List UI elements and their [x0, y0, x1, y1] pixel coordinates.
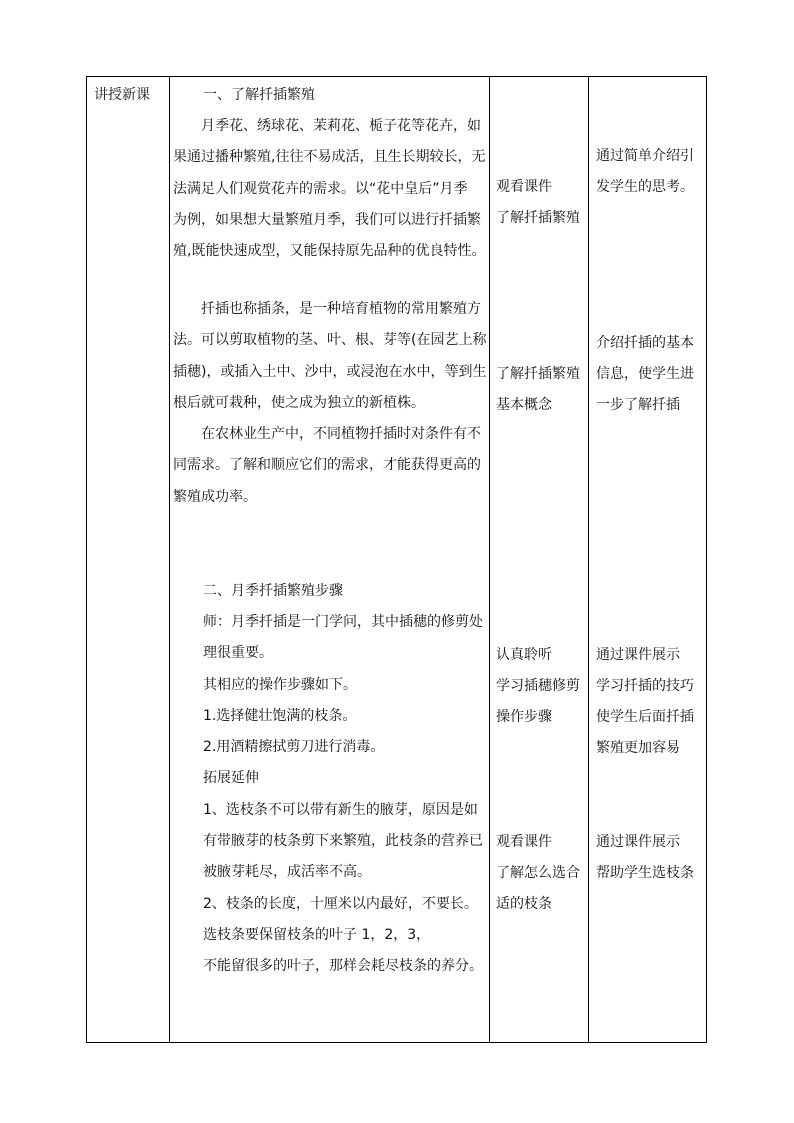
activity-line: 基本概念 — [496, 397, 552, 413]
activity-line: 认真聆听 — [496, 647, 552, 663]
stage-label: 讲授新课 — [94, 87, 150, 103]
intent-line: 发学生的思考。 — [596, 179, 694, 195]
design-intent-4 — [596, 827, 694, 889]
intent-line: 繁殖更加容易 — [596, 740, 680, 756]
content-line: 法满足人们观赏花卉的需求。以“花中皇后”月季 — [173, 180, 468, 197]
section-title-rose-steps: 二、月季扦插繁殖步骤 — [203, 583, 343, 599]
content-line: 拓展延伸 — [203, 770, 259, 787]
content-line: 同需求。了解和顺应它们的需求，才能获得更高的 — [173, 457, 481, 474]
activity-line: 适的枝条 — [496, 896, 552, 912]
design-intent-1 — [596, 141, 694, 203]
column-divider-3 — [588, 77, 589, 1042]
column-divider-2 — [489, 77, 490, 1042]
lesson-plan-table — [86, 76, 707, 1043]
content-line: 为例，如果想大量繁殖月季，我们可以进行扦插繁 — [173, 211, 481, 228]
activity-line: 观看课件 — [496, 179, 552, 195]
design-intent-2 — [596, 328, 694, 421]
intent-line: 信息，使学生进 — [596, 366, 694, 382]
content-line: 扦插也称插条，是一种培育植物的常用繁殖方 — [173, 301, 481, 317]
intent-line: 帮助学生选枝条 — [596, 865, 694, 881]
intent-line: 学习扦插的技巧 — [596, 678, 694, 694]
content-line: 根后就可栽种，使之成为独立的新植株。 — [173, 394, 425, 411]
content-line: 1、选枝条不可以带有新生的腋芽，原因是如 — [203, 801, 478, 818]
student-activity-1 — [496, 172, 580, 234]
activity-line: 了解扦插繁殖 — [496, 210, 580, 226]
content-line: 繁殖成功率。 — [173, 488, 257, 505]
content-line: 果通过播种繁殖,往往不易成活，且生长期较长，无 — [173, 149, 486, 166]
intent-line: 通过课件展示 — [596, 647, 680, 663]
content-line: 1.选择健壮饱满的枝条。 — [203, 707, 357, 724]
activity-line: 操作步骤 — [496, 709, 552, 725]
content-line: 插穗)，或插入土中、沙中，或浸泡在水中，等到生 — [173, 363, 487, 380]
content-line: 2.用酒精擦拭剪刀进行消毒。 — [203, 739, 385, 756]
content-line: 被腋芽耗尽，成活率不高。 — [203, 864, 371, 881]
student-activity-3 — [496, 640, 580, 733]
activity-line: 学习插穗修剪 — [496, 678, 580, 694]
content-line: 在农林业生产中，不同植物扦插时对条件有不 — [173, 426, 481, 443]
student-activity-4 — [496, 827, 580, 920]
content-line: 师：月季扦插是一门学问，其中插穗的修剪处 — [203, 614, 483, 630]
content-paragraph-steps — [203, 607, 483, 983]
column-divider-1 — [169, 77, 170, 1042]
student-activity-2 — [496, 359, 580, 421]
intent-line: 通过简单介绍引 — [596, 148, 694, 164]
intent-line: 介绍扦插的基本 — [596, 335, 694, 351]
activity-line: 了解怎么选合 — [496, 865, 580, 881]
content-line: 月季花、绣球花、茉莉花、栀子花等花卉，如 — [173, 118, 481, 134]
activity-line: 观看课件 — [496, 834, 552, 850]
content-line: 2、枝条的长度，十厘米以内最好，不要长。 — [203, 895, 478, 912]
section-title-understand-cutting: 一、了解扦插繁殖 — [203, 87, 315, 103]
content-paragraph-intro — [173, 111, 485, 267]
intent-line: 使学生后面扦插 — [596, 709, 694, 725]
intent-line: 通过课件展示 — [596, 834, 680, 850]
intent-line: 一步了解扦插 — [596, 397, 680, 413]
content-line: 殖,既能快速成型，又能保持原先品种的优良特性。 — [173, 243, 486, 260]
content-line: 有带腋芽的枝条剪下来繁殖，此枝条的营养已 — [203, 833, 483, 850]
content-line: 选枝条要保留枝条的叶子 1，2，3， — [203, 926, 431, 943]
design-intent-3 — [596, 640, 694, 764]
activity-line: 了解扦插繁殖 — [496, 366, 580, 382]
content-line: 法。可以剪取植物的茎、叶、根、芽等(在园艺上称 — [173, 332, 487, 349]
content-paragraph-definition — [173, 294, 486, 513]
content-line: 理很重要。 — [203, 645, 273, 662]
content-line: 其相应的操作步骤如下。 — [203, 676, 357, 693]
content-line: 不能留很多的叶子，那样会耗尽枝条的养分。 — [203, 958, 483, 975]
